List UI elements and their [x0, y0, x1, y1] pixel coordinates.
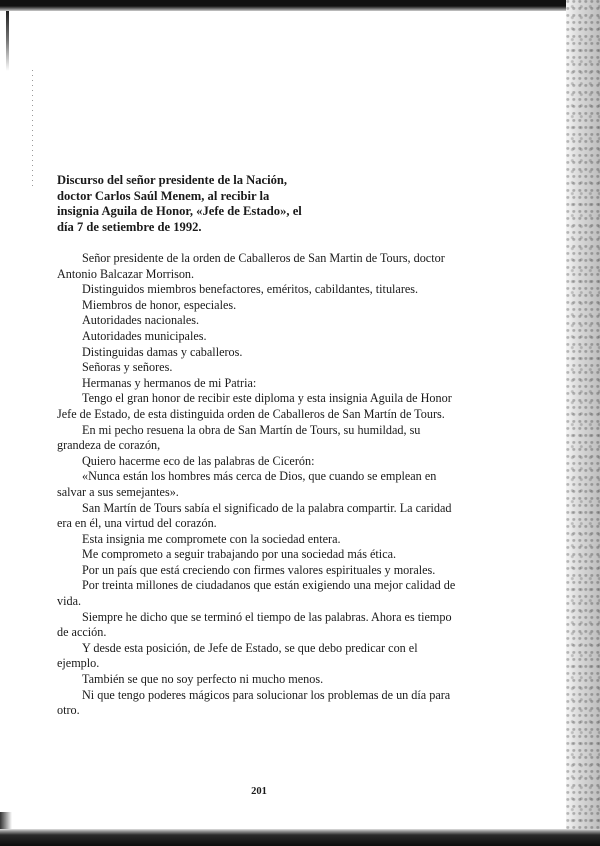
- paragraph: «Nunca están los hombres más cerca de Dios, que cuando se emplean en salvar a sus semejantes».: [57, 469, 437, 499]
- paragraph: Señoras y señores.: [82, 360, 173, 375]
- paragraph: Esta insignia me compromete con la sociedad entera.: [82, 531, 341, 546]
- paragraph: Y desde esta posición, de Jefe de Estado, se que debo predicar con el ejemplo.: [57, 640, 418, 671]
- paragraph: Ni que tengo poderes mágicos para solucionar los problemas de un día para otro.: [57, 687, 451, 718]
- speech-heading: [57, 173, 357, 235]
- paragraph: Miembros de honor, especiales.: [82, 297, 237, 312]
- scan-edge-top: [0, 0, 600, 11]
- paragraph: Me comprometo a seguir trabajando por una sociedad más ética.: [82, 547, 397, 562]
- page-number: 201: [251, 786, 267, 797]
- paragraph: Autoridades municipales.: [82, 328, 207, 343]
- scan-edge-bottom: [0, 829, 600, 846]
- paragraph: Por un país que está creciendo con firmes valores espirituales y morales.: [82, 562, 436, 577]
- paragraph: Quiero hacerme eco de las palabras de Cicerón:: [82, 453, 315, 468]
- paragraph: Tengo el gran honor de recibir este diploma y esta insignia Aguila de Honor Jefe de Estado, de esta distinguida orden de Caballeros de San Martín de Tours.: [57, 391, 452, 421]
- paragraph: Distinguidas damas y caballeros.: [82, 344, 243, 359]
- paragraph: Hermanas y hermanos de mi Patria:: [82, 375, 257, 390]
- scan-edge-right: [566, 0, 600, 846]
- paragraph: También se que no soy perfecto ni mucho menos.: [82, 672, 324, 687]
- paragraph: San Martín de Tours sabía el significado de la palabra compartir. La caridad era en él, una virtud del corazón.: [57, 500, 452, 531]
- paragraph: Señor presidente de la orden de Caballeros de San Martin de Tours, doctor Antonio Balcazar Morrison.: [57, 251, 445, 281]
- heading-line: Discurso del señor presidente de la Nación,: [57, 173, 288, 187]
- scan-edge-left-mark: [6, 11, 9, 71]
- paragraph: En mi pecho resuena la obra de San Martín de Tours, su humildad, su grandeza de corazón,: [57, 422, 421, 453]
- paragraph: Distinguidos miembros benefactores, eméritos, cabildantes, titulares.: [82, 282, 419, 297]
- heading-line: doctor Carlos Saúl Menem, al recibir la: [57, 188, 270, 203]
- heading-line: insignia Aguila de Honor, «Jefe de Estado», el: [57, 204, 302, 218]
- heading-line: día 7 de setiembre de 1992.: [57, 219, 202, 234]
- paragraph: Siempre he dicho que se terminó el tiempo de las palabras. Ahora es tiempo de acción.: [57, 609, 452, 640]
- paragraph: Autoridades nacionales.: [82, 313, 200, 328]
- scan-edge-left-dots: [32, 70, 33, 190]
- paragraph: Por treinta millones de ciudadanos que están exigiendo una mejor calidad de vida.: [57, 578, 456, 609]
- speech-body: [57, 251, 457, 719]
